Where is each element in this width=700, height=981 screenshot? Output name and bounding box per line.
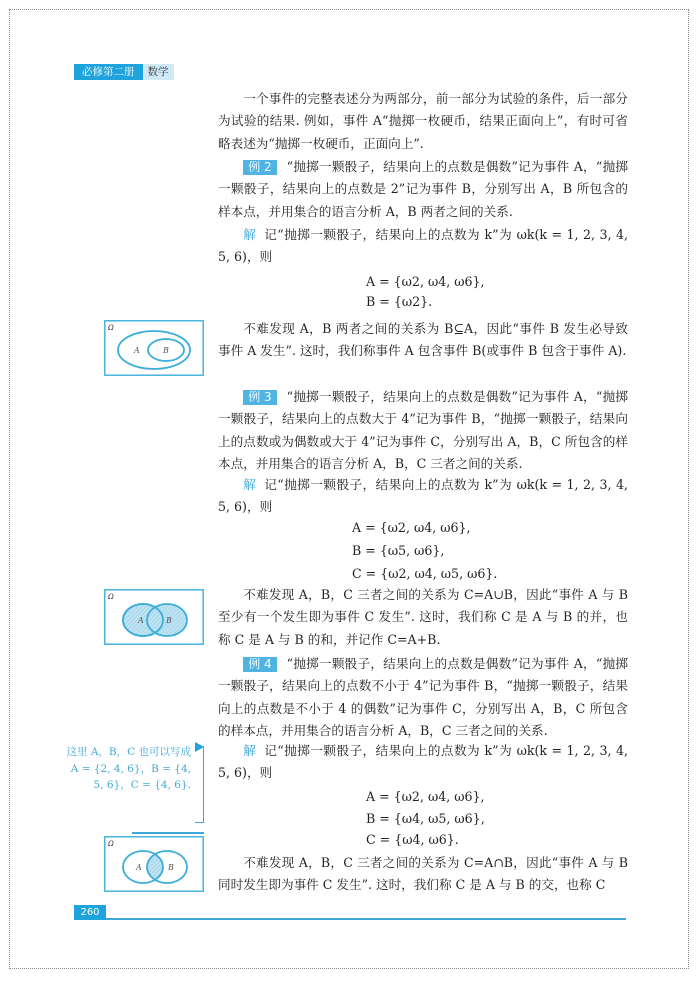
equation: A = {ω2, ω4, ω6}, (366, 274, 485, 289)
equation: C = {ω4, ω6}. (366, 832, 459, 847)
svg-text:Ω: Ω (108, 324, 114, 332)
conclusion-text: 不难发现 A，B 两者之间的关系为 B⊆A，因此“事件 B 发生必导致事件 A 发生”. 这时，我们称事件 A 包含事件 B(或事件 B 包含于事件 A). (218, 321, 628, 359)
example-2-problem (218, 156, 628, 223)
solution-label: 解 (243, 227, 257, 242)
example-4-conclusion (218, 852, 628, 897)
example-2-equations (366, 272, 485, 312)
solution-label: 解 (243, 743, 257, 758)
venn-diagram-subset (104, 320, 204, 376)
svg-text:B: B (166, 616, 172, 625)
equation: A = {ω2, ω4, ω6}, (366, 789, 485, 804)
equation: B = {ω4, ω5, ω6}, (366, 810, 485, 826)
equation: C = {ω2, ω4, ω5, ω6}. (352, 566, 498, 581)
svg-text:A: A (136, 863, 142, 872)
example-4-solution (218, 740, 628, 785)
svg-text:B: B (163, 346, 169, 355)
page-number: 260 (74, 905, 106, 920)
equation: B = {ω5, ω6}, (352, 543, 445, 558)
svg-text:B: B (168, 863, 174, 872)
footer-rule (106, 918, 626, 920)
example-tag: 例 4 (243, 657, 276, 672)
example-2-conclusion (218, 318, 628, 363)
solution-text: 记“抛掷一颗骰子，结果向上的点数为 k”为 ωk(k = 1, 2, 3, 4, 5, 6)，则 (218, 477, 629, 515)
side-note: 这里 A，B，C 也可以写成 A = {2, 4, 6}，B = {4, 5, 6}，C = {4, 6}. (66, 746, 191, 791)
problem-text: “抛掷一颗骰子，结果向上的点数是偶数”记为事件 A，“抛掷一颗骰子，结果向上的点数是 2”记为事件 B，分别写出 A，B 所包含的样本点，并用集合的语言分析 A，B 两者之间的关系. (218, 159, 628, 219)
solution-text: 记“抛掷一颗骰子，结果向上的点数为 k”为 ωk(k = 1, 2, 3, 4, 5, 6)，则 (218, 227, 629, 265)
example-4-problem (218, 653, 628, 742)
svg-text:Ω: Ω (108, 840, 114, 848)
volume-label: 必修第二册 (74, 64, 143, 80)
example-2-solution (218, 224, 628, 269)
example-tag: 例 3 (243, 390, 276, 405)
equation: A = {ω2, ω4, ω6}, (352, 520, 471, 535)
example-3-conclusion (218, 584, 628, 651)
svg-text:A: A (134, 346, 140, 355)
example-4-equations (366, 786, 485, 851)
example-3-solution (218, 474, 628, 519)
svg-text:A: A (138, 616, 144, 625)
venn-diagram-union (104, 589, 204, 645)
example-3-equations (352, 516, 497, 585)
svg-text:Ω: Ω (108, 593, 114, 601)
venn-diagram-intersection (104, 836, 204, 892)
subject-label: 数学 (143, 64, 174, 80)
running-header (74, 64, 174, 80)
side-note-bracket (195, 746, 204, 823)
example-3-problem (218, 386, 628, 475)
problem-text: “抛掷一颗骰子，结果向上的点数是偶数”记为事件 A，“抛掷一颗骰子，结果向上的点数大于 4”记为事件 B，“抛掷一颗骰子，结果向上的点数或为偶数或大于 4”记为事件 C，分别写出 A，B，C 所包含的样本点，并用集合的语言分析 A，B，C 三者之间的关系. (218, 389, 628, 471)
conclusion-text: 不难发现 A，B，C 三者之间的关系为 C=A∩B，因此“事件 A 与 B 同时发生即为事件 C 发生”. 这时，我们称 C 是 A 与 B 的交，也称 C (218, 855, 628, 893)
conclusion-text: 不难发现 A，B，C 三者之间的关系为 C=A∪B，因此“事件 A 与 B 至少有一个发生即为事件 C 发生”. 这时，我们称 C 是 A 与 B 的并，也称 C 是 A 与 B 的和，并记作 C=A+B. (218, 587, 628, 647)
equation: B = {ω2}. (366, 294, 433, 309)
solution-label: 解 (243, 477, 257, 492)
intro-text: 一个事件的完整表述分为两部分，前一部分为试验的条件，后一部分为试验的结果. 例如，事件 A“抛掷一枚硬币，结果正面向上”，有时可省略表述为“抛掷一枚硬币，正面向上”. (218, 91, 628, 151)
side-note-rule (132, 832, 204, 834)
example-tag: 例 2 (243, 160, 276, 175)
intro-paragraph (218, 88, 628, 155)
solution-text: 记“抛掷一颗骰子，结果向上的点数为 k”为 ωk(k = 1, 2, 3, 4, 5, 6)，则 (218, 743, 629, 781)
problem-text: “抛掷一颗骰子，结果向上的点数是偶数”记为事件 A，“抛掷一颗骰子，结果向上的点数不小于 4”记为事件 B，“抛掷一颗骰子，结果向上的点数是不小于 4 的偶数”记为事件 C，分别写出 A，B，C 所包含的样本点，并用集合的语言分析 A，B，C 三者之间的关系. (218, 656, 628, 738)
